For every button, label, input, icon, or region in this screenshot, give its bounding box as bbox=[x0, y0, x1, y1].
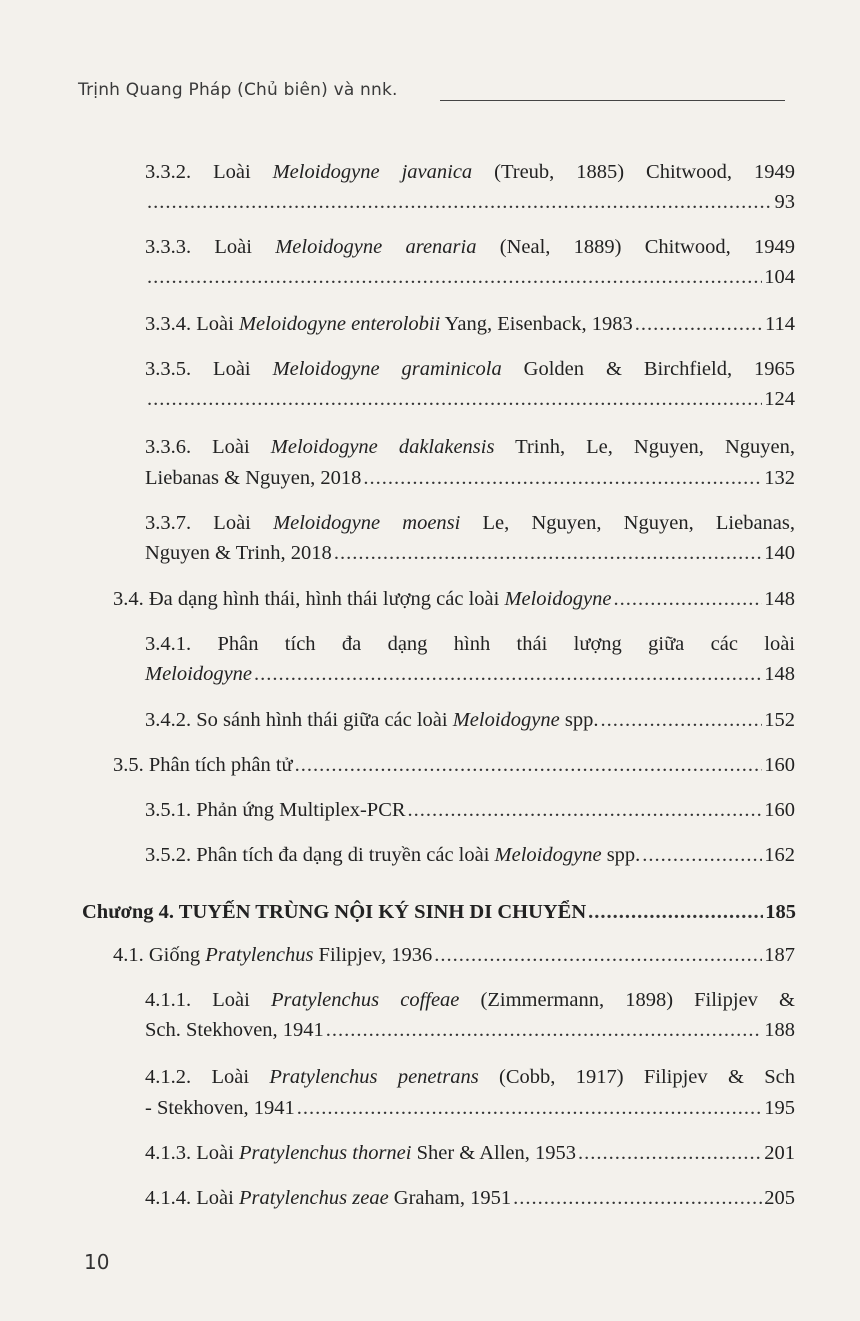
page-number: 205 bbox=[764, 1187, 795, 1209]
toc-entry-3-3-5-leader bbox=[145, 384, 795, 414]
toc-entry-3-4-1[interactable]: 3.4.1. Phân tích đa dạng hình thái lượng giữa các loài bbox=[145, 633, 795, 655]
toc-entry-3-3-3-leader bbox=[145, 262, 795, 292]
toc-entry-4-1-1-line2: Sch. Stekhoven, 1941 ..... 188 bbox=[145, 1015, 795, 1045]
toc-entry-3-4-1-line2: Meloidogyne ..... 148 bbox=[145, 659, 795, 689]
toc-entry-3-3-2[interactable]: 3.3.2. Loài Meloidogyne javanica (Treub, 1885) Chitwood, 1949 bbox=[145, 161, 795, 183]
toc-entry-3-5[interactable]: 3.5. Phân tích phân tử ..... 160 bbox=[113, 750, 795, 780]
toc-entry-4-1-2[interactable]: 4.1.2. Loài Pratylenchus penetrans (Cobb, 1917) Filipjev & Sch bbox=[145, 1066, 795, 1088]
running-header: Trịnh Quang Pháp (Chủ biên) và nnk. bbox=[78, 80, 398, 100]
toc-entry-3-4[interactable]: 3.4. Đa dạng hình thái, hình thái lượng các loài Meloidogyne ..... 148 bbox=[113, 584, 795, 614]
page-number: 195 bbox=[764, 1097, 795, 1119]
toc-entry-4-1-2-line2: - Stekhoven, 1941 ..... 195 bbox=[145, 1093, 795, 1123]
toc-entry-3-5-2[interactable]: 3.5.2. Phân tích đa dạng di truyền các loài Meloidogyne spp. ..... 162 bbox=[145, 840, 795, 870]
toc-entry-3-3-6[interactable]: 3.3.6. Loài Meloidogyne daklakensis Trinh, Le, Nguyen, Nguyen, bbox=[145, 436, 795, 458]
toc-entry-4-1-1[interactable]: 4.1.1. Loài Pratylenchus coffeae (Zimmermann, 1898) Filipjev & bbox=[145, 989, 795, 1011]
page-number: 188 bbox=[764, 1019, 795, 1041]
page-number: 93 bbox=[774, 191, 795, 213]
page-number: 185 bbox=[765, 901, 796, 923]
toc-entry-4-1-3[interactable]: 4.1.3. Loài Pratylenchus thornei Sher & Allen, 1953 ..... 201 bbox=[145, 1138, 795, 1168]
page-number: 132 bbox=[764, 467, 795, 489]
toc-entry-3-3-4[interactable]: 3.3.4. Loài Meloidogyne enterolobii Yang, Eisenback, 1983 ..... 114 bbox=[145, 309, 795, 339]
toc-entry-3-3-2-leader bbox=[145, 187, 795, 217]
toc-entry-3-3-6-line2: Liebanas & Nguyen, 2018 ..... 132 bbox=[145, 463, 795, 493]
page-number: 104 bbox=[764, 266, 795, 288]
toc-entry-3-5-1[interactable]: 3.5.1. Phản ứng Multiplex-PCR ..... 160 bbox=[145, 795, 795, 825]
toc-entry-3-3-3[interactable]: 3.3.3. Loài Meloidogyne arenaria (Neal, 1889) Chitwood, 1949 bbox=[145, 236, 795, 258]
toc-entry-4-1[interactable]: 4.1. Giống Pratylenchus Filipjev, 1936 ..... 187 bbox=[113, 940, 795, 970]
toc-entry-3-3-5[interactable]: 3.3.5. Loài Meloidogyne graminicola Golden & Birchfield, 1965 bbox=[145, 358, 795, 380]
page-number: 148 bbox=[764, 588, 795, 610]
toc-entry-3-4-2[interactable]: 3.4.2. So sánh hình thái giữa các loài Meloidogyne spp. ..... 152 bbox=[145, 705, 795, 735]
toc-entry-3-3-7-line2: Nguyen & Trinh, 2018 ..... 140 bbox=[145, 538, 795, 568]
page-number: 152 bbox=[764, 709, 795, 731]
page-number: 162 bbox=[764, 844, 795, 866]
header-rule bbox=[440, 100, 785, 101]
toc-entry-4-1-4[interactable]: 4.1.4. Loài Pratylenchus zeae Graham, 1951 ..... 205 bbox=[145, 1183, 795, 1213]
page-number: 187 bbox=[764, 944, 795, 966]
toc-entry-3-3-7[interactable]: 3.3.7. Loài Meloidogyne moensi Le, Nguyen, Nguyen, Liebanas, bbox=[145, 512, 795, 534]
page-number: 124 bbox=[764, 388, 795, 410]
toc-chapter-4[interactable]: Chương 4. TUYẾN TRÙNG NỘI KÝ SINH DI CHUYỂN ..... 185 bbox=[82, 897, 796, 927]
page-number: 160 bbox=[764, 799, 795, 821]
page-number: 140 bbox=[764, 542, 795, 564]
page-number: 160 bbox=[764, 754, 795, 776]
page-number-footer: 10 bbox=[84, 1250, 110, 1274]
page-number: 148 bbox=[764, 663, 795, 685]
page-number: 114 bbox=[765, 313, 795, 335]
page-number: 201 bbox=[764, 1142, 795, 1164]
